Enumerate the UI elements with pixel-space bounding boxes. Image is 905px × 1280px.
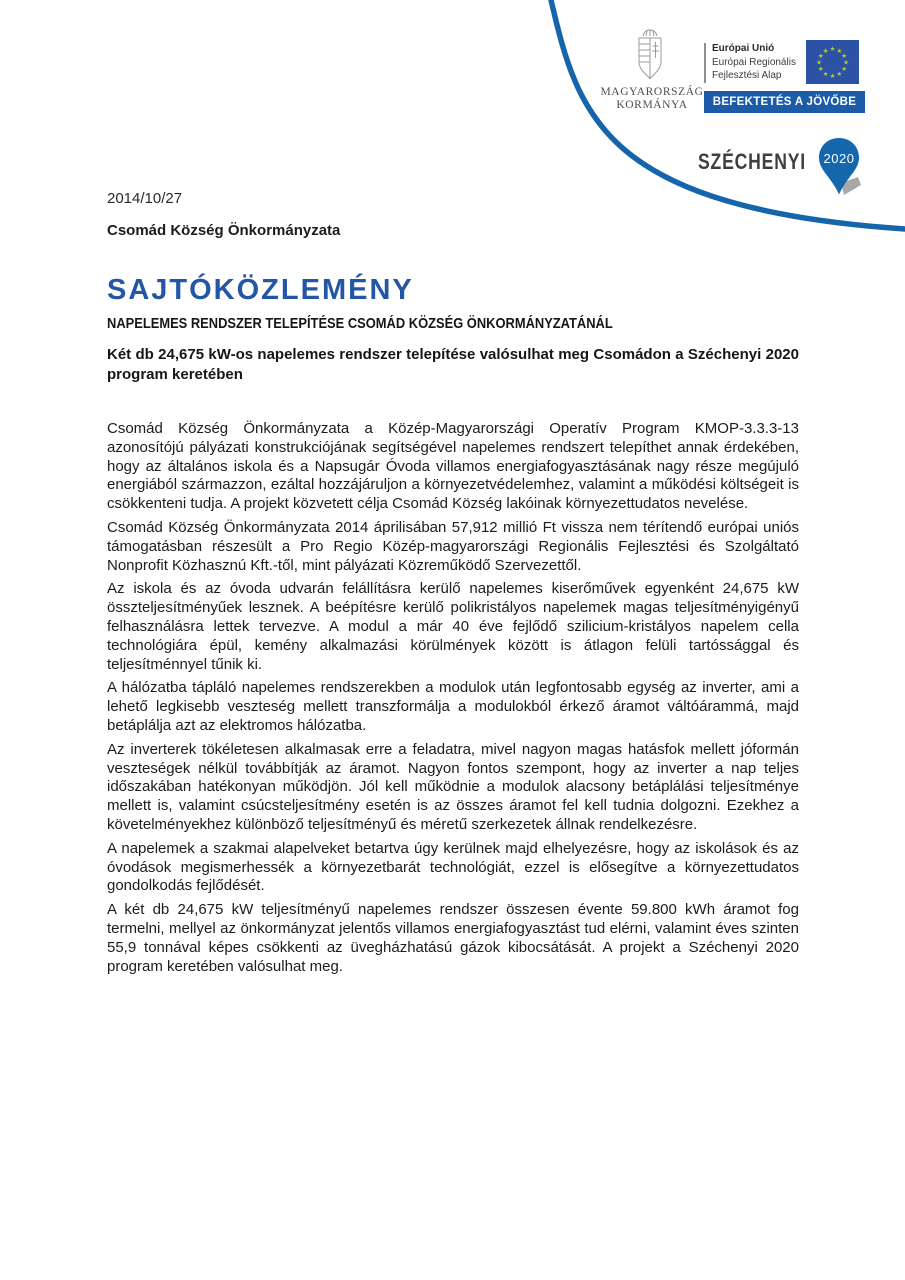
government-label-line2: KORMÁNYA bbox=[616, 99, 688, 111]
svg-text:★: ★ bbox=[829, 72, 836, 80]
government-label-line1: MAGYARORSZÁG bbox=[600, 86, 704, 98]
body-paragraph: Csomád Község Önkormányzata a Közép-Magyarországi Operatív Program KMOP-3.3.3-13 azonosítójú pályázati konstrukciójának segítségével napelemes rendszert telepíthet annak érdekében, hogy az általános iskola és a Napsugár Óvoda villamos energiafogyasztásának nagy része megújuló energiából származzon, ezáltal hozzájáruljon a környezetvédelemhez, valamint a működési költségeit is csökkenteni tudja. A projekt közvetett célja Csomád Község lakóinak környezettudatos nevelése. bbox=[107, 420, 799, 513]
organization-name: Csomád Község Önkormányzata bbox=[107, 222, 341, 239]
svg-text:★: ★ bbox=[817, 51, 824, 60]
szechenyi-2020-pin-icon bbox=[817, 137, 863, 203]
eu-flag-icon bbox=[806, 40, 859, 84]
investment-banner: BEFEKTETÉS A JÖVŐBE bbox=[704, 91, 865, 113]
body-paragraph: A hálózatba tápláló napelemes rendszerekben a modulok után legfontosabb egység az inverter, ami a lehető legkisebb veszteség mellett transzformálja a modulokból érkező áramot váltóárammá, majd betáplálja azt az elektromos hálózatba. bbox=[107, 679, 799, 734]
body-paragraph: Csomád Község Önkormányzata 2014 áprilisában 57,912 millió Ft vissza nem térítendő európai uniós támogatásban részesült a Pro Regio Közép-magyarországi Regionális Fejlesztési és Szolgáltató Nonprofit Közhasznú Kft.-től, mint pályázati Közreműködő Szervezettől. bbox=[107, 518, 799, 574]
eu-divider bbox=[704, 43, 706, 83]
government-label bbox=[598, 86, 706, 112]
svg-text:★: ★ bbox=[822, 46, 829, 55]
svg-text:★: ★ bbox=[817, 65, 824, 74]
body-paragraph: A két db 24,675 kW teljesítményű napelemes rendszer összesen évente 59.800 kWh áramot fog termelni, mellyel az önkormányzat jelentős villamos energiafogyasztást tud elérni, valamint éves szinten 55,9 tonnával képes csökkenti az üvegházhatású gázok kibocsátását. A projekt a Széchenyi 2020 program keretében valósulhat meg. bbox=[107, 901, 799, 975]
body-paragraph: Az iskola és az óvoda udvarán felállításra kerülő napelemes kiserőművek egyenként 24,675 kW összteljesítményűek lesznek. A beépítésre kerülő polikristályos napelemek magas teljesítményigényű felhasználásra lettek tervezve. A modul a már 40 éve fejlődő szilicium-kristályos napelem cella technológiára épül, kemény alkalmazási körülmények között is átlagon felüli tartóssággal és teljesítménnyel tűnik ki. bbox=[107, 580, 799, 673]
eu-subtitle1: Európai Regionális bbox=[712, 56, 796, 68]
eu-subtitle2: Fejlesztési Alap bbox=[712, 70, 782, 81]
svg-text:★: ★ bbox=[816, 58, 822, 67]
svg-text:★: ★ bbox=[841, 51, 848, 60]
hungary-coat-of-arms-icon bbox=[627, 28, 673, 86]
svg-text:★: ★ bbox=[829, 45, 836, 53]
press-release-title: SAJTÓKÖZLEMÉNY bbox=[107, 274, 414, 306]
body-paragraph: Az inverterek tökéletesen alkalmasak erre a feladatra, mivel nagyon magas hatásfok mellett jóformán veszteségek nélkül továbbítják az áramot. Nagyon fontos szempont, hogy az inverter a nap teljes időszakában hatékonyan működjön. Jól kell működnie a modulok alacsony betáplálási teljesítménye mellett is, valamint csúcsteljesítmény esetén is az összes áramot fel kell tudnia dolgozni. Ezekhez a követelményekhez különböző teljesítményű és méretű szerkezetek állnak rendelkezésre. bbox=[107, 740, 799, 833]
svg-text:★: ★ bbox=[822, 70, 829, 79]
lede-paragraph: Két db 24,675 kW-os napelemes rendszer telepítése valósulhat meg Csomádon a Széchenyi 2020 program keretében bbox=[107, 346, 799, 383]
release-date: 2014/10/27 bbox=[107, 190, 183, 207]
svg-text:★: ★ bbox=[841, 65, 848, 74]
press-release-document bbox=[107, 190, 799, 981]
svg-text:★: ★ bbox=[843, 58, 849, 67]
svg-text:★: ★ bbox=[836, 46, 843, 55]
szechenyi-year-label: 2020 bbox=[823, 151, 855, 166]
eu-title: Európai Unió bbox=[712, 43, 775, 54]
eu-funding-label bbox=[712, 42, 796, 83]
body-paragraph: A napelemek a szakmai alapelveket betartva úgy kerülnek majd elhelyezésre, hogy az iskolások és az óvodások megismerhessék a környezetbarát technológiát, ezzel is elősegítve a környezettudatos gondolkodás fejlődését. bbox=[107, 839, 799, 895]
szechenyi-logo-text: SZÉCHENYI bbox=[698, 149, 806, 174]
svg-text:★: ★ bbox=[836, 70, 843, 79]
headline: NAPELEMES RENDSZER TELEPÍTÉSE CSOMÁD KÖZSÉG ÖNKORMÁNYZATÁNÁL bbox=[107, 315, 613, 332]
